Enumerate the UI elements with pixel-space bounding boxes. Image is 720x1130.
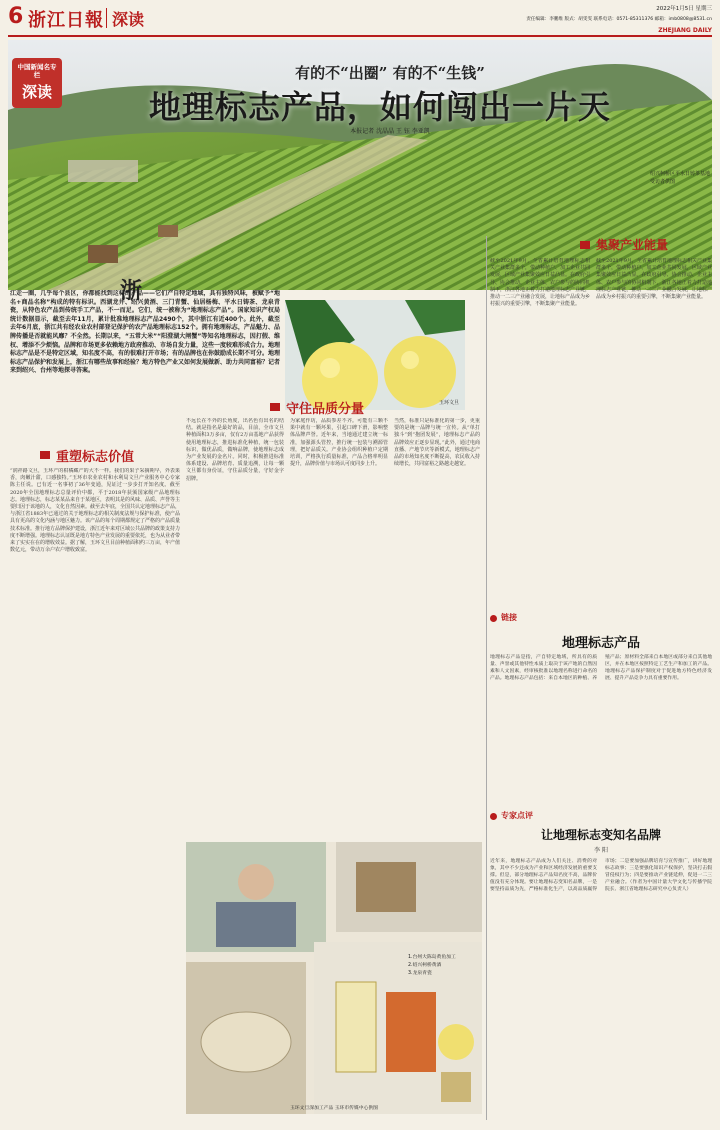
hero-byline: 本报记者 沈晶晶 王 钰 李亚凯 bbox=[350, 128, 430, 135]
column-2-text: 不远长在不外的长角度，出名色有出名的结结。就是指名是最好的品，目前，全市文旦种植面积3万多亩，仅有2万亩基地产品获得使用地理标志，推进标准化种植，统一包装标识，做优品质，做响品牌，使地理标志成为产业发展的金名片。同时，积极推进标准体系建设、品牌培育、质量追溯，让每一颗文旦都有身份证，守住品质分量，守好金字招牌。 bbox=[186, 418, 284, 482]
heading-bar-icon bbox=[580, 241, 590, 249]
column-rule bbox=[486, 236, 487, 1120]
badge-top-text: 中国新闻名专栏 bbox=[17, 63, 57, 79]
paper-name: 浙江日報 bbox=[28, 10, 104, 31]
link-tag bbox=[490, 612, 570, 626]
section-title-1: 重塑标志价值 bbox=[56, 450, 135, 465]
link-dot-icon bbox=[490, 615, 497, 622]
photo-collage bbox=[186, 842, 482, 1114]
masthead-editors: 责任编辑：李鹏维 版式：胡雯雯 联系电话：0571-85311376 邮箱：imb0808@8531.cn bbox=[526, 17, 712, 22]
pomelo-illustration bbox=[285, 300, 465, 410]
comment-tag bbox=[490, 810, 590, 824]
comment-text: 近年来，地理标志产品成为人们关注、消费的对象，其中不少还成为产业和区域经济发展的重要支撑。但是，部分地理标志产品知名度不高，品牌价值没有充分体现。要让地理标志变知名品牌，一是要坚持品质为先，严格标准化生产，以高品质赢得市场；二是要加强品牌培育与宣传推广，讲好地理标志故事；三是要强化知识产权保护，坚决打击假冒侵权行为；四是要推动产业链延伸，促进一二三产业融合。（作者为中国计量大学文化与传播学院院长、浙江省地理标志研究中心负责人） bbox=[490, 859, 712, 892]
collage-illustration bbox=[186, 842, 482, 1114]
hero-subtitle: 有的不“出圈” 有的不“生钱” bbox=[295, 64, 485, 82]
section-title-2: 守住品质分量 bbox=[286, 402, 365, 417]
collage-caption-2: 2.绍兴柯桥黄酒 bbox=[408, 963, 442, 968]
link-tag-label: 链接 bbox=[501, 613, 517, 622]
lead-dropcap: 浙 bbox=[120, 278, 143, 304]
heading-bar-icon bbox=[40, 451, 50, 459]
pomelo-caption: 玉环文旦 bbox=[438, 400, 459, 406]
comment-title: 让地理标志变知名品牌 bbox=[540, 828, 661, 842]
page-number: 6 bbox=[8, 4, 24, 29]
column-4-text: 当然，标准只是标准化的第一步，更重要的是统一品牌与统一宣传。从“单打独斗”到“抱团发展”，地理标志产品的品牌效应正逐步显现。”此外，通过电商直播、产地节庆等新模式，地理标志产品的市场知名度不断提高，农民收入持续增长，共同富裕之路越走越宽。 bbox=[394, 418, 480, 468]
masthead bbox=[0, 0, 720, 36]
column-6-text: 截至2021年9月，全省累计培育地理标志相关产业集群多个，带动种植户、加工企业共同发展，区域产业集聚效应日益凸显。在政府引导、协会推动、企业主体、农户参与的协同机制下，浙江各地正着力打造地理标志产业链，推动一二三产业融合发展，让地标产品成为乡村振兴的重要引擎，不断集聚产业能量。 bbox=[596, 258, 712, 301]
divider bbox=[106, 8, 107, 28]
masthead-english: ZHEJIANG DAILY bbox=[658, 27, 712, 34]
column-5-text: 截至2021年9月，全省累计培育地理标志相关产业集群多个，带动种植户、加工企业共同发展，区域产业集聚效应日益凸显。在政府引导、协会推动、企业主体、农户参与的协同机制下，浙江各地正着力打造地理标志产业链，推动一二三产业融合发展，让地标产品成为乡村振兴的重要引擎，不断集聚产业能量。 bbox=[490, 258, 590, 308]
pomelo-photo bbox=[285, 300, 465, 410]
collage-caption-1: 1.台州大陈岛黄鱼加工 bbox=[408, 955, 456, 960]
hero-photo-caption: 绍兴柯桥区平水日铸茶基地 受访者供图 bbox=[650, 171, 711, 185]
comment-dot-icon bbox=[490, 813, 497, 820]
section-title-3: 集聚产业能量 bbox=[596, 238, 669, 252]
comment-author: 李 阳 bbox=[594, 847, 608, 854]
hero-title: 地理标志产品，如何闯出一片天 bbox=[148, 88, 611, 126]
lead-text: 江走一圈，几乎每个县区，你都能找到这样的产品——它们产自特定地域，具有独特风味，被赋予“地名+商品名称”构成的特有标识。西湖龙井、绍兴黄酒、三门青蟹、仙居杨梅、平水日铸茶、龙泉青瓷，从特色农产品到传统手工产品，不一而足。它们，统一被称为“地理标志产品”。国家知识产权局统计数据显示，截至去年11月，累计批准地理标志产品2490个，其中浙江有近400个。此外，截至去年6月底，浙江共有经农业农村部登记保护的农产品地理标志152个。拥有地理标志，产品魅力、品牌传播是否就能风靡？不全然。长期以来，“五常大米”“阳澄湖大闸蟹”等知名地理标志，因打假、维权、增添不少烦恼。品牌和市场更多依赖地方政府推动、市场自发力量，这些一度较难形成合力。地理标志产品是不是特定区域，知名度不高，有的很难打开市场；有的品牌也在你鼓励成长期不可分。地理标志产品保护和发展上，浙江有哪些故事和经验？地方特色产业又如何发展做新、助力共同富裕？记者来到绍兴、台州等地探寻答案。 bbox=[10, 290, 280, 375]
section-heading-2 bbox=[270, 398, 470, 416]
column-1-text: “润祥路文旦，玉环产的柑橘藏产的大不一样。我们的果子采摘期早，外表果香，肉嫩汁甜，口感独特。”玉环市农业农村和水利局文旦产业服务中心专家陈主任说。已有近一名事初了36年变通，见证过一步步打开知名度。截至2020年全国地理标志总量评价中都，平于2018年获颁国家级产品地理标志。地理标志，标志某某品来自于某地区，表明其是的风味、品质、声誉等主要归因于该地的人，文化自然因素。截至去年底，全国共认定地理标志产品，与浙江省1883年已通过的关于地理标志的相关制度法规与保护标准，使产品具有更高的文化内涵与地区魅力。该产品的每个周期都规定了严格的产品质量技术标准。推行地方品牌保护建设，浙江近年来对区域公共品牌的政策支持力度不断增强。地理标志认证既是地方特色产业发展的重要依托，也为从业者带来了实实在在的增收效益。据了解，玉环文旦目前种植面积约三万亩，年产值数亿元，带动万余户农户增收致富。 bbox=[10, 468, 180, 554]
column-badge bbox=[12, 58, 62, 108]
lead-block bbox=[10, 278, 280, 440]
collage-caption-3: 3.龙泉青瓷 bbox=[408, 971, 432, 976]
section-name: 深读 bbox=[112, 10, 145, 29]
heading-bar-icon bbox=[270, 403, 280, 411]
column-3-text: 为家庭作坊，品质参差不齐。可能有三颗不果中就有一颗坏果，引起口碑下滑，影响整体品牌声誉。近年来，当地通过建立统一标准，加强源头管控，推行统一包装与溯源管理，把好品质关。产业协会组织种植户定期培训，严格执行质量标准，产品合格率明显提升，品牌价值与市场认可度同步上升。 bbox=[290, 418, 388, 468]
masthead-rule bbox=[8, 35, 712, 37]
comment-tag-label: 专家点评 bbox=[501, 811, 533, 820]
badge-main-text: 深读 bbox=[21, 83, 52, 101]
collage-bottom-caption: 玉环文旦深加工产品 玉环市传媒中心供图 bbox=[290, 1106, 378, 1111]
link-text: 地理标志产品是指，产自特定地域，所具有的质量、声誉或其他特性本质上取决于该产地的自然因素和人文因素，经审核批准以地理名称进行命名的产品。地理标志产品包括：来自本地区的种植、养殖产品；原材料全部来自本地区或部分来自其他地区，并在本地区按照特定工艺生产和加工的产品。地理标志产品保护制度对于促进地方特色经济发展、提升产品竞争力具有重要作用。 bbox=[490, 655, 712, 681]
masthead-date: 2022年1月5日 星期三 bbox=[656, 6, 712, 12]
link-title: 地理标志产品 bbox=[561, 636, 640, 651]
section-heading-3 bbox=[580, 236, 710, 254]
